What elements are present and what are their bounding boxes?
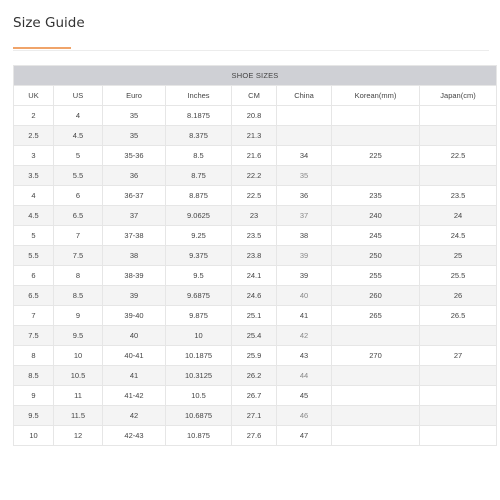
cell-euro: 36: [103, 166, 165, 185]
cell-cm: 20.8: [232, 106, 276, 125]
cell-japan: [420, 386, 496, 405]
table-body: [14, 106, 496, 445]
cell-inches: 8.75: [166, 166, 231, 185]
col-header-japan: Japan(cm): [420, 86, 496, 105]
cell-inches: 9.25: [166, 226, 231, 245]
cell-japan: 25: [420, 246, 496, 265]
table-row: [14, 226, 496, 245]
cell-us: 5.5: [54, 166, 102, 185]
cell-korean: [332, 406, 419, 425]
cell-china: [277, 126, 331, 145]
cell-uk: 8.5: [14, 366, 53, 385]
cell-japan: [420, 106, 496, 125]
cell-uk: 4.5: [14, 206, 53, 225]
cell-euro: 41-42: [103, 386, 165, 405]
table-row: [14, 326, 496, 345]
cell-us: 9: [54, 306, 102, 325]
cell-us: 8.5: [54, 286, 102, 305]
cell-uk: 3.5: [14, 166, 53, 185]
cell-cm: 25.9: [232, 346, 276, 365]
cell-cm: 24.1: [232, 266, 276, 285]
cell-china: 43: [277, 346, 331, 365]
cell-us: 11.5: [54, 406, 102, 425]
cell-japan: [420, 326, 496, 345]
cell-china: 44: [277, 366, 331, 385]
cell-china: [277, 106, 331, 125]
cell-china: 34: [277, 146, 331, 165]
cell-inches: 9.5: [166, 266, 231, 285]
cell-euro: 37-38: [103, 226, 165, 245]
table-row: [14, 166, 496, 185]
cell-korean: [332, 126, 419, 145]
cell-korean: 235: [332, 186, 419, 205]
cell-japan: 23.5: [420, 186, 496, 205]
cell-uk: 7.5: [14, 326, 53, 345]
cell-uk: 5: [14, 226, 53, 245]
table-row: [14, 266, 496, 285]
cell-china: 39: [277, 246, 331, 265]
cell-uk: 2: [14, 106, 53, 125]
cell-korean: 265: [332, 306, 419, 325]
title-underline: [13, 47, 71, 49]
cell-cm: 21.6: [232, 146, 276, 165]
cell-japan: 25.5: [420, 266, 496, 285]
cell-china: 46: [277, 406, 331, 425]
col-header-cm: CM: [232, 86, 276, 105]
cell-cm: 23.8: [232, 246, 276, 265]
cell-uk: 5.5: [14, 246, 53, 265]
table-row: [14, 406, 496, 425]
cell-us: 12: [54, 426, 102, 445]
cell-us: 8: [54, 266, 102, 285]
cell-cm: 25.1: [232, 306, 276, 325]
cell-euro: 42-43: [103, 426, 165, 445]
cell-us: 6.5: [54, 206, 102, 225]
cell-cm: 27.6: [232, 426, 276, 445]
cell-japan: 27: [420, 346, 496, 365]
cell-korean: [332, 106, 419, 125]
cell-uk: 9.5: [14, 406, 53, 425]
cell-cm: 24.6: [232, 286, 276, 305]
cell-china: 35: [277, 166, 331, 185]
cell-uk: 4: [14, 186, 53, 205]
cell-euro: 35-36: [103, 146, 165, 165]
table-row: [14, 206, 496, 225]
cell-uk: 2.5: [14, 126, 53, 145]
cell-korean: [332, 366, 419, 385]
cell-china: 45: [277, 386, 331, 405]
cell-inches: 10.3125: [166, 366, 231, 385]
cell-cm: 21.3: [232, 126, 276, 145]
cell-uk: 7: [14, 306, 53, 325]
cell-euro: 37: [103, 206, 165, 225]
header-divider: [13, 50, 489, 51]
col-header-uk: UK: [14, 86, 53, 105]
cell-japan: 22.5: [420, 146, 496, 165]
cell-japan: 26: [420, 286, 496, 305]
cell-inches: 8.375: [166, 126, 231, 145]
cell-korean: 260: [332, 286, 419, 305]
cell-korean: 270: [332, 346, 419, 365]
cell-uk: 9: [14, 386, 53, 405]
cell-japan: [420, 426, 496, 445]
cell-china: 47: [277, 426, 331, 445]
cell-us: 6: [54, 186, 102, 205]
cell-us: 4.5: [54, 126, 102, 145]
cell-japan: [420, 126, 496, 145]
col-header-us: US: [54, 86, 102, 105]
table-row: [14, 146, 496, 165]
cell-korean: 250: [332, 246, 419, 265]
cell-china: 40: [277, 286, 331, 305]
cell-japan: 24: [420, 206, 496, 225]
cell-euro: 36-37: [103, 186, 165, 205]
table-row: [14, 386, 496, 405]
col-header-inches: Inches: [166, 86, 231, 105]
table-row: [14, 126, 496, 145]
table-row: [14, 306, 496, 325]
col-header-euro: Euro: [103, 86, 165, 105]
cell-china: 42: [277, 326, 331, 345]
cell-japan: [420, 166, 496, 185]
table-row: [14, 286, 496, 305]
cell-korean: 255: [332, 266, 419, 285]
cell-inches: 10.1875: [166, 346, 231, 365]
table-row: [14, 186, 496, 205]
cell-cm: 23: [232, 206, 276, 225]
cell-us: 4: [54, 106, 102, 125]
cell-china: 39: [277, 266, 331, 285]
cell-us: 11: [54, 386, 102, 405]
cell-korean: [332, 386, 419, 405]
cell-euro: 39-40: [103, 306, 165, 325]
table-row: [14, 106, 496, 125]
cell-inches: 8.5: [166, 146, 231, 165]
cell-euro: 38-39: [103, 266, 165, 285]
cell-korean: 240: [332, 206, 419, 225]
cell-us: 5: [54, 146, 102, 165]
cell-euro: 38: [103, 246, 165, 265]
cell-cm: 26.7: [232, 386, 276, 405]
cell-us: 10.5: [54, 366, 102, 385]
cell-inches: 10.5: [166, 386, 231, 405]
cell-china: 38: [277, 226, 331, 245]
table-row: [14, 426, 496, 445]
cell-cm: 26.2: [232, 366, 276, 385]
cell-japan: 26.5: [420, 306, 496, 325]
cell-euro: 35: [103, 126, 165, 145]
cell-cm: 23.5: [232, 226, 276, 245]
cell-inches: 10: [166, 326, 231, 345]
cell-china: 41: [277, 306, 331, 325]
cell-inches: 9.0625: [166, 206, 231, 225]
cell-euro: 40-41: [103, 346, 165, 365]
table-row: [14, 346, 496, 365]
cell-cm: 25.4: [232, 326, 276, 345]
cell-uk: 6: [14, 266, 53, 285]
cell-uk: 3: [14, 146, 53, 165]
cell-inches: 9.375: [166, 246, 231, 265]
cell-us: 9.5: [54, 326, 102, 345]
table-row: [14, 366, 496, 385]
cell-euro: 39: [103, 286, 165, 305]
cell-inches: 9.875: [166, 306, 231, 325]
col-header-korean: Korean(mm): [332, 86, 419, 105]
cell-japan: [420, 406, 496, 425]
cell-us: 7: [54, 226, 102, 245]
cell-korean: 225: [332, 146, 419, 165]
cell-uk: 6.5: [14, 286, 53, 305]
cell-us: 10: [54, 346, 102, 365]
shoe-size-table: [13, 65, 497, 446]
cell-us: 7.5: [54, 246, 102, 265]
cell-inches: 8.875: [166, 186, 231, 205]
cell-inches: 8.1875: [166, 106, 231, 125]
col-header-china: China: [277, 86, 331, 105]
header: [0, 0, 500, 52]
cell-euro: 40: [103, 326, 165, 345]
cell-japan: 24.5: [420, 226, 496, 245]
cell-cm: 22.5: [232, 186, 276, 205]
cell-inches: 10.6875: [166, 406, 231, 425]
table-row: [14, 246, 496, 265]
cell-cm: 22.2: [232, 166, 276, 185]
table-banner: SHOE SIZES: [14, 66, 496, 85]
column-header-row: [14, 86, 496, 105]
cell-china: 37: [277, 206, 331, 225]
cell-euro: 42: [103, 406, 165, 425]
cell-korean: [332, 326, 419, 345]
cell-inches: 9.6875: [166, 286, 231, 305]
cell-uk: 8: [14, 346, 53, 365]
cell-china: 36: [277, 186, 331, 205]
cell-japan: [420, 366, 496, 385]
page-title: Size Guide: [13, 15, 85, 31]
cell-euro: 41: [103, 366, 165, 385]
cell-uk: 10: [14, 426, 53, 445]
cell-korean: [332, 166, 419, 185]
cell-euro: 35: [103, 106, 165, 125]
cell-korean: [332, 426, 419, 445]
cell-inches: 10.875: [166, 426, 231, 445]
cell-cm: 27.1: [232, 406, 276, 425]
cell-korean: 245: [332, 226, 419, 245]
